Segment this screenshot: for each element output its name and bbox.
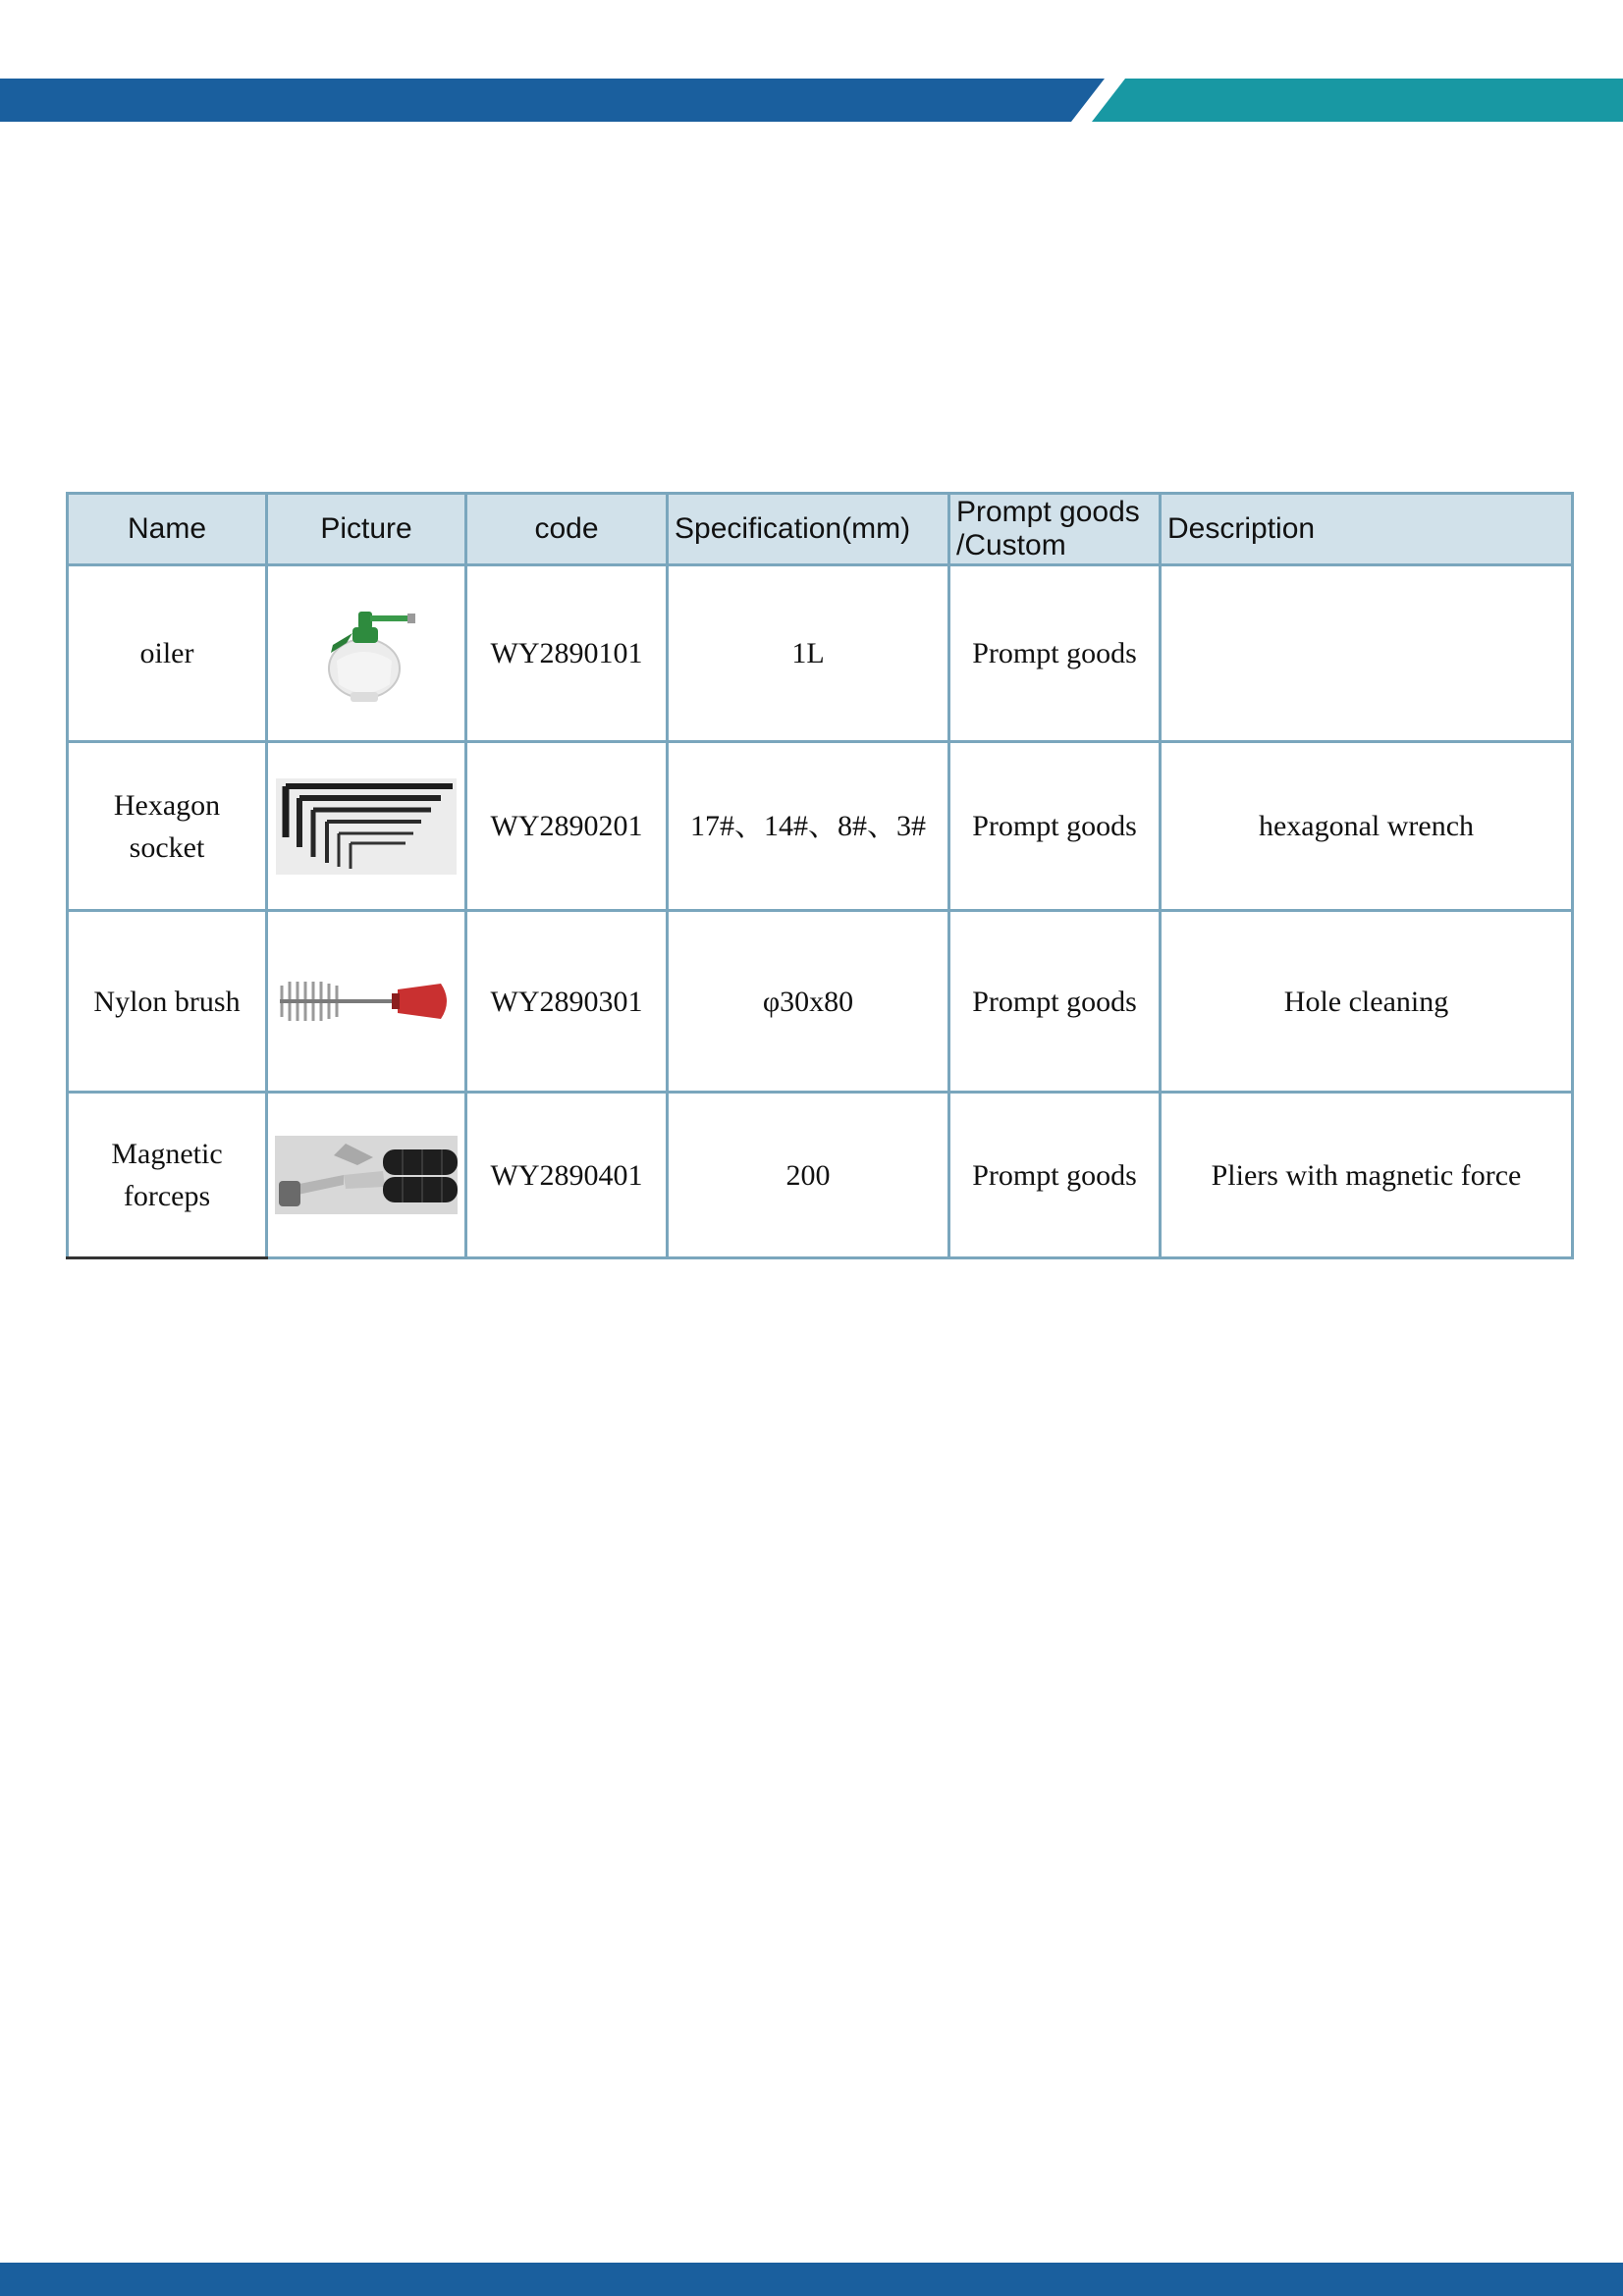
table-header-row — [68, 494, 1573, 565]
header-code: code — [466, 494, 668, 565]
header-prompt-line2: /Custom — [956, 529, 1066, 561]
cell-picture — [267, 1093, 466, 1258]
cell-name: Nylon brush — [68, 911, 267, 1093]
spray-bottle-icon — [307, 600, 425, 708]
footer-band — [0, 2263, 1623, 2296]
table-row — [68, 742, 1573, 911]
cell-name-line2: forceps — [123, 1180, 211, 1212]
header-prompt-custom — [949, 494, 1161, 565]
cell-code: WY2890101 — [466, 565, 668, 742]
header-picture: Picture — [267, 494, 466, 565]
cell-code: WY2890201 — [466, 742, 668, 911]
cell-specification: φ30x80 — [668, 911, 949, 1093]
hex-key-set-icon — [276, 778, 457, 875]
cell-description: hexagonal wrench — [1161, 742, 1573, 911]
product-table — [66, 492, 1574, 1259]
cell-name: oiler — [68, 565, 267, 742]
cell-name-line2: socket — [129, 830, 205, 864]
header-name: Name — [68, 494, 267, 565]
cell-picture — [267, 911, 466, 1093]
cell-description: Hole cleaning — [1161, 911, 1573, 1093]
table-row — [68, 1093, 1573, 1258]
header-prompt-line1: Prompt goods — [956, 496, 1140, 528]
cell-specification: 17#、14#、8#、3# — [668, 742, 949, 911]
header-band-blue — [0, 79, 1105, 122]
cell-availability: Prompt goods — [949, 565, 1161, 742]
cell-name-line1: Magnetic — [111, 1138, 223, 1170]
cell-availability: Prompt goods — [949, 911, 1161, 1093]
cell-picture — [267, 742, 466, 911]
table-row — [68, 565, 1573, 742]
cell-name — [68, 1093, 267, 1258]
nylon-brush-icon — [276, 972, 457, 1031]
cell-availability: Prompt goods — [949, 742, 1161, 911]
cell-description: Pliers with magnetic force — [1161, 1093, 1573, 1258]
header-band-teal — [1092, 79, 1623, 122]
cell-specification: 1L — [668, 565, 949, 742]
header-description: Description — [1161, 494, 1573, 565]
cell-availability: Prompt goods — [949, 1093, 1161, 1258]
cell-specification: 200 — [668, 1093, 949, 1258]
cell-name — [68, 742, 267, 911]
cell-name-line1: Hexagon — [113, 788, 221, 822]
cell-code: WY2890301 — [466, 911, 668, 1093]
cell-picture — [267, 565, 466, 742]
cell-description — [1161, 565, 1573, 742]
magnetic-pliers-icon — [275, 1136, 458, 1214]
table-row — [68, 911, 1573, 1093]
cell-code: WY2890401 — [466, 1093, 668, 1258]
header-specification: Specification(mm) — [668, 494, 949, 565]
